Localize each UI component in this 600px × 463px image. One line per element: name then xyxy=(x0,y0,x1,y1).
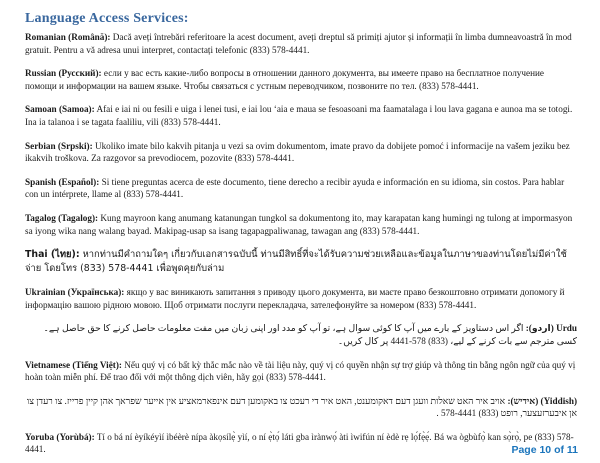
language-label-urdu: Urdu (اردو): xyxy=(525,323,577,334)
language-text-thai: หากท่านมีคำถามใดๆ เกี่ยวกับเอกสารฉบับนี้ ท่านมีสิทธิ์ที่จะได้รับความช่วยเหลือและข้อมูลในภาษาของท่านโดยไม่มีค่าใช้จ่าย โดยโทร (833) 578-4441 เพื่อพูดคุยกับล่าม xyxy=(25,249,567,274)
language-label-tagalog: Tagalog (Tagalog): xyxy=(25,212,99,223)
page-title: Language Access Services: xyxy=(25,11,189,26)
language-label-thai: Thai (ไทย): xyxy=(25,249,80,261)
language-paragraph-spanish xyxy=(25,176,577,201)
language-paragraph-vietnamese xyxy=(25,359,577,384)
language-text-romanian: Dacă aveți întrebări referitoare la acest document, aveți dreptul să primiți ajutor și informații în limba dumneavoastră în mod gratuit. Pentru a vă adresa unui interpret, contactați telefonic (833) 578-4441. xyxy=(25,32,572,55)
language-label-serbian: Serbian (Srpski): xyxy=(25,140,93,151)
language-label-spanish: Spanish (Español): xyxy=(25,176,100,187)
language-paragraph-yoruba xyxy=(25,431,577,456)
language-label-yiddish: (Yiddish) (אידיש): xyxy=(507,395,577,406)
language-label-vietnamese: Vietnamese (Tiếng Việt): xyxy=(25,359,122,370)
language-text-yiddish: אויב איר האט שאלות וועגן דעם דאקומענט, האט איר די רעכט צו באקומען דעם אינפארמאציע אין אייער שפראך אהן קיין פרייז. צו רעדן צו אן איבערזעצער, רופט (833) 578-4441 . xyxy=(26,395,577,419)
page-number: Page 10 of 11 xyxy=(511,444,578,456)
language-paragraph-tagalog xyxy=(25,212,577,237)
language-paragraph-ukrainian xyxy=(25,286,577,311)
language-label-russian: Russian (Русский): xyxy=(25,68,102,79)
language-paragraph-thai xyxy=(25,248,577,275)
language-paragraph-urdu xyxy=(25,322,577,347)
language-label-ukrainian: Ukrainian (Українська): xyxy=(25,287,125,298)
language-text-spanish: Si tiene preguntas acerca de este documento, tiene derecho a recibir ayuda e información en su idioma, sin costos. Para hablar con un intérprete, llame al (833) 578-4441. xyxy=(25,176,565,200)
language-label-romanian: Romanian (Română): xyxy=(25,32,111,42)
language-text-urdu: اگر اس دستاویز کے بارے میں آپ کا کوئی سوال ہے، تو آپ کو مدد اور اپنی زبان میں مفت معلومات حاصل کرنے کا حق حاصل ہے۔ کسی مترجم سے بات کرنے کے لیے، (833) 578-4441 پر کال کریں۔ xyxy=(43,323,577,346)
language-text-ukrainian: якщо у вас виникають запитання з приводу цього документа, ви маєте право безкоштовно отримати допомогу й інформацію вашою рідною мовою. Щоб отримати послуги перекладача, зателефонуйте за номером (833) 578-4441. xyxy=(25,287,565,310)
language-label-samoan: Samoan (Samoa): xyxy=(25,104,95,115)
language-paragraph-serbian xyxy=(25,140,577,165)
language-text-vietnamese: Nếu quý vị có bất kỳ thắc mắc nào về tài liệu này, quý vị có quyền nhận sự trợ giúp và thông tin bằng ngôn ngữ của quý vị hoàn toàn miễn phí. Để trao đổi với một thông dịch viên, hãy gọi (833) 578-4441. xyxy=(25,359,576,383)
language-paragraph-russian xyxy=(25,67,577,92)
language-text-samoan: Afai e iai ni ou fesili e uiga i lenei tusi, e iai lou ʻaia e maua se fesoasoani ma faamatalaga i lou lava gagana e aunoa ma se totogi. Ina ia talanoa i se tagata faaliliu, vili (833) 578-4441. xyxy=(25,104,573,127)
language-paragraph-yiddish xyxy=(25,395,577,420)
language-text-yoruba: Tí o bá ní èyíkéyìí ìbéèrè nípa àkọsílẹ̀ yìí, o ní ẹ̀tọ́ láti gba ìrànwọ́ àti ìwifún ní èdè rẹ lọ́fẹ̀ẹ́. Bá wa ògbùfọ̀ kan sọ̀rọ̀, pe (833) 578-4441. xyxy=(25,431,574,455)
language-text-russian: если у вас есть какие-либо вопросы в отношении данного документа, вы имеете право на бесплатное получение помощи и информации на вашем языке. Чтобы связаться с устным переводчиком, позвоните по тел. (833) 578-4441. xyxy=(25,68,544,91)
language-paragraph-romanian xyxy=(25,31,577,56)
language-text-serbian: Ukoliko imate bilo kakvih pitanja u vezi sa ovim dokumentom, imate pravo da dobijete pomoć i informacije na vašem jeziku bez ikakvih troškova. Za razgovor sa prevodiocem, pozovite (833) 578-4441. xyxy=(25,140,570,164)
language-label-yoruba: Yoruba (Yorùbá): xyxy=(25,431,95,442)
language-paragraph-samoan xyxy=(25,103,577,128)
language-text-tagalog: Kung mayroon kang anumang katanungan tungkol sa dokumentong ito, may karapatan kang humingi ng tulong at impormasyon sa iyong wika nang walang bayad. Makipag-usap sa isang tagapagpaliwanag, tawagan ang (833) 578-4441. xyxy=(25,212,573,236)
